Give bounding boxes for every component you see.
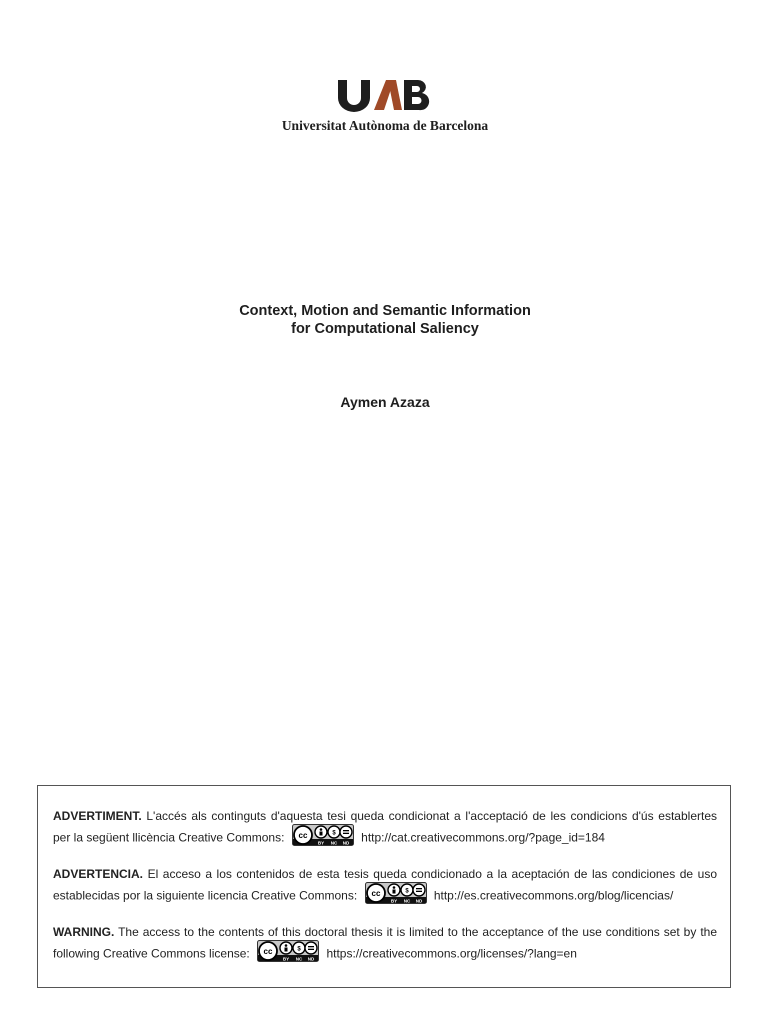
cc-by-nc-nd-badge [292, 824, 354, 851]
license-notice-spanish [53, 866, 717, 910]
svg-text:cc: cc [371, 889, 380, 898]
thesis-author: Aymen Azaza [340, 394, 430, 410]
notice-label: ADVERTENCIA. [53, 867, 144, 881]
cc-by-nc-nd-badge [365, 882, 427, 909]
notice-label: ADVERTIMENT. [53, 809, 142, 823]
uab-logo-mark [336, 78, 434, 112]
thesis-title [0, 302, 770, 338]
svg-text:BY: BY [390, 898, 397, 904]
license-notice-box [37, 785, 731, 988]
svg-text:NC: NC [330, 840, 338, 846]
notice-text: L'accés als continguts d'aquesta tesi queda condicionat a l'acceptació de les condicions d'ús establertes per la següent llicència Creative Commons: [53, 809, 717, 845]
license-link-english[interactable]: https://creativecommons.org/licenses/?lang=en [326, 946, 577, 961]
notice-text: The access to the contents of this doctoral thesis it is limited to the acceptance of the use conditions set by the following Creative Commons license: [53, 925, 717, 961]
svg-text:ND: ND [342, 840, 350, 846]
svg-text:NC: NC [295, 956, 303, 962]
thesis-title-line2: for Computational Saliency [291, 321, 479, 337]
license-link-spanish[interactable]: http://es.creativecommons.org/blog/licencias/ [433, 888, 674, 903]
uab-logo [270, 78, 500, 134]
license-notice-english [53, 924, 717, 968]
license-notice-catalan [53, 808, 717, 852]
license-link-catalan[interactable]: http://cat.creativecommons.org/?page_id=184 [361, 830, 605, 845]
svg-text:cc: cc [263, 947, 273, 956]
svg-text:NC: NC [403, 898, 410, 904]
notice-text: El acceso a los contenidos de esta tesis queda condicionado a la aceptación de las condiciones de uso establecidas por la siguiente licencia Creative Commons: [53, 867, 717, 903]
svg-text:$: $ [332, 830, 336, 837]
svg-text:BY: BY [317, 840, 324, 846]
svg-text:$: $ [297, 946, 301, 953]
university-name: Universitat Autònoma de Barcelona [281, 118, 489, 133]
svg-text:cc: cc [298, 831, 308, 840]
svg-text:ND: ND [307, 956, 315, 962]
cc-by-nc-nd-badge [257, 940, 319, 967]
svg-text:$: $ [404, 888, 409, 895]
svg-text:BY: BY [282, 956, 290, 962]
thesis-title-line1: Context, Motion and Semantic Information [239, 303, 531, 319]
notice-label: WARNING. [53, 925, 115, 939]
svg-text:ND: ND [415, 898, 422, 904]
